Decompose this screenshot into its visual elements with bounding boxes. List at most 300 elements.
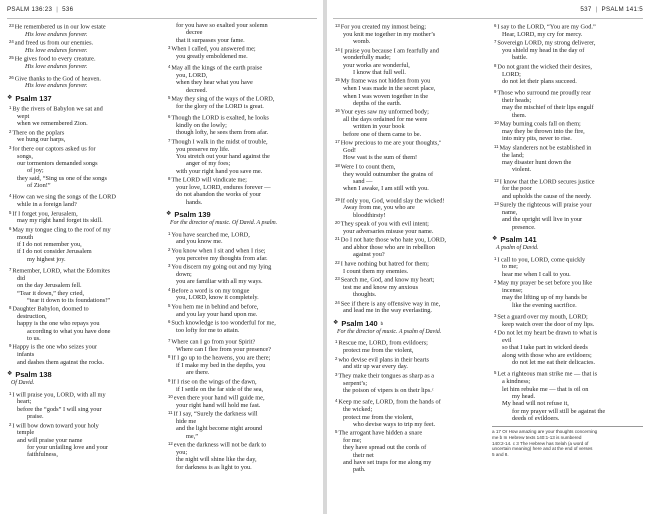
- verse-text: You discern my going out and my lying: [171, 263, 272, 271]
- verse-line: [7, 136, 158, 143]
- verse-line: [166, 79, 317, 86]
- verse-text: your love, LORD, endures forever —: [176, 183, 271, 191]
- verse-text: like the evening sacrifice.: [512, 301, 577, 309]
- verse-number: 5: [168, 95, 171, 101]
- verse-line: [7, 304, 158, 313]
- verse-text: for me;: [343, 437, 362, 445]
- verse-text: down;: [176, 270, 192, 278]
- verse-number: 19: [335, 196, 340, 202]
- verse: [7, 421, 158, 459]
- verse-line: [166, 122, 317, 129]
- verse-text: you perceive my thoughts from afar.: [176, 254, 268, 262]
- verse-line: [166, 153, 317, 160]
- diamond-icon: ❖: [7, 94, 13, 101]
- verse-line: [492, 200, 643, 209]
- verse-line: [333, 178, 484, 185]
- verse-line: [166, 29, 317, 36]
- verse-text: If only you, God, would slay the wicked!: [340, 197, 445, 205]
- verse: [333, 46, 484, 77]
- verse-line: [333, 22, 484, 31]
- verse-line: [492, 302, 643, 309]
- verse-number: 1: [168, 230, 171, 236]
- verse-line: [166, 393, 317, 402]
- verse-line: [333, 251, 484, 258]
- verse-line: [333, 397, 484, 406]
- verse-line: [7, 160, 158, 167]
- verse-line: [166, 418, 317, 425]
- verse: [7, 266, 158, 304]
- verse-text: You hem me in behind and before,: [171, 303, 259, 311]
- verse-line: [166, 44, 317, 53]
- verse-text: He gives food to every creature.: [14, 55, 96, 63]
- verse-line: [166, 63, 317, 72]
- verse-number: 2: [494, 279, 497, 285]
- verse-text: protect me from the violent,: [343, 347, 414, 355]
- verse-line: [166, 238, 317, 245]
- verse-line: [333, 85, 484, 92]
- verse-number: 4: [168, 64, 171, 70]
- verse-text: He remembered us in our low estate: [14, 23, 106, 31]
- verse-line: [333, 171, 484, 178]
- verse-text: If I go up to the heavens, you are there;: [171, 354, 271, 362]
- verse-text: may my right hand forget its skill.: [17, 217, 103, 225]
- verse-line: [166, 377, 317, 386]
- verse-line: [492, 119, 643, 128]
- verse-text: when I was woven together in the: [343, 92, 428, 100]
- verse-text: If I say, “Surely the darkness will: [173, 410, 258, 418]
- psalm-heading: [7, 371, 158, 378]
- verse-number: 4: [9, 193, 12, 199]
- psalm-title: Psalm 141: [500, 234, 537, 244]
- verse: [7, 192, 158, 208]
- verse-text: decreed.: [186, 86, 208, 94]
- verse-number: 10: [494, 120, 499, 126]
- verse-line: [333, 437, 484, 444]
- verse-text: kindly on the lowly;: [176, 122, 227, 130]
- verse-line: [166, 103, 317, 110]
- verse: [7, 104, 158, 128]
- verse-line: [492, 337, 643, 344]
- verse-text: songs,: [17, 152, 33, 160]
- verse-line: [7, 359, 158, 366]
- verse-line: [7, 351, 158, 358]
- verse-text: Do not grant the wicked their desires,: [497, 63, 592, 71]
- verse-number: 9: [9, 343, 12, 349]
- verse-text: they said, “Sing us one of the songs: [17, 174, 107, 182]
- verse-line: [7, 256, 158, 263]
- verse-line: [166, 22, 317, 29]
- verse-line: [333, 228, 484, 235]
- verse-text: do not let their plans succeed.: [502, 77, 577, 85]
- verse-line: [166, 386, 317, 393]
- verse-text: may disaster hunt down the: [502, 158, 572, 166]
- verse: [7, 225, 158, 263]
- verse: [333, 371, 484, 395]
- verse: [492, 119, 643, 143]
- verse-number: 6: [494, 23, 497, 28]
- verse-text: may they be thrown into the fire,: [502, 127, 585, 135]
- verse: [333, 259, 484, 275]
- verse-number: 1: [335, 339, 338, 345]
- verse-line: [333, 444, 484, 451]
- superscription: Of David.: [11, 380, 35, 387]
- verse-line: [333, 219, 484, 228]
- psalm-heading: [7, 95, 158, 102]
- verse: [492, 88, 643, 119]
- verse: [166, 353, 317, 377]
- verse-line: [492, 312, 643, 321]
- verse-number: 23: [9, 23, 14, 28]
- verse-text: May my tongue cling to the roof of my: [12, 226, 111, 234]
- verse: [333, 275, 484, 299]
- verse-number: 4: [494, 329, 497, 335]
- verse-text: according to what you have done: [27, 327, 111, 335]
- verse-line: [492, 321, 643, 328]
- verse-line: [492, 78, 643, 85]
- verse-line: [333, 244, 484, 251]
- verse-line: [333, 414, 484, 421]
- verse-text: I have nothing but hatred for them;: [340, 260, 429, 268]
- verse-number: 13: [335, 23, 340, 28]
- verse-text: we hung our harps,: [17, 136, 66, 144]
- verse-line: [333, 76, 484, 85]
- verse: [492, 22, 643, 38]
- verse: [166, 230, 317, 246]
- verse-text: I will bow down toward your holy: [12, 422, 99, 429]
- verse-line: [333, 338, 484, 347]
- verse-line: [333, 355, 484, 364]
- verse: [7, 38, 158, 54]
- verse-line: [492, 216, 643, 223]
- verse-text: Though I walk in the midst of trouble,: [171, 138, 268, 146]
- verse-line: [7, 225, 158, 234]
- superscription: A psalm of David.: [496, 245, 539, 252]
- verse: [492, 369, 643, 422]
- verse-line: [492, 393, 643, 400]
- verse-text: along with those who are evildoers;: [502, 351, 592, 359]
- verse-line: [333, 123, 484, 130]
- verse: [492, 278, 643, 309]
- verse-text: the poison of vipers is on their lips.ᶜ: [343, 386, 434, 394]
- verse: [7, 342, 158, 366]
- verse-line: [492, 177, 643, 186]
- verse-text: of Zion!”: [27, 182, 51, 190]
- superscription: For the director of music. Of David. A psalm.: [170, 220, 278, 227]
- verse-text: even the darkness will not be dark to: [173, 441, 267, 449]
- verse-line: [492, 193, 643, 200]
- verse: [166, 393, 317, 409]
- verse-number: 24: [9, 39, 14, 45]
- running-head-separator: |: [595, 6, 598, 13]
- verse-text: Search me, God, and know my heart;: [340, 276, 435, 284]
- verse-line: [333, 371, 484, 380]
- verse-line: [7, 192, 158, 201]
- verse-number: 8: [9, 305, 12, 311]
- verse-number: 10: [168, 393, 173, 399]
- verse-number: 8: [168, 354, 171, 360]
- verse: [166, 246, 317, 262]
- verse-line: [7, 201, 158, 208]
- verse-text: into miry pits, never to rise.: [502, 135, 572, 143]
- verse-number: 3: [168, 45, 171, 51]
- psalm-title: Psalm 137: [15, 93, 52, 103]
- verse: [333, 196, 484, 220]
- verse-text: who devise ways to trip my feet.: [353, 420, 436, 428]
- psalm-title: Psalm 139: [174, 209, 211, 219]
- verse-line: [333, 347, 484, 354]
- verse-text: See if there is any offensive way in me,: [340, 300, 441, 308]
- verse-number: 5: [9, 209, 12, 215]
- verse-line: [333, 363, 484, 370]
- verse-line: [7, 297, 158, 304]
- verse-text: so that I take part in wicked deeds: [502, 344, 588, 352]
- verse-number: 13: [494, 201, 499, 207]
- verse-text: to us.: [27, 335, 41, 343]
- verse-line: [333, 466, 484, 473]
- verse-text: your right hand will hold me fast.: [176, 401, 261, 409]
- verse-line: [7, 437, 158, 444]
- verse-line: [7, 47, 158, 54]
- verse-line: [7, 266, 158, 275]
- verse-number: 8: [168, 176, 171, 182]
- verse-line: [333, 147, 484, 154]
- verse-line: [166, 255, 317, 262]
- verse-text: infants: [17, 351, 35, 359]
- verse-text: you, LORD,: [176, 72, 208, 80]
- verse-text: my head.: [512, 392, 536, 400]
- verse-text: I say to the LORD, “You are my God.”: [497, 23, 596, 31]
- verse: [492, 200, 643, 231]
- verse-line: [333, 154, 484, 161]
- verse: [333, 299, 484, 315]
- verse-number: 25: [9, 55, 14, 61]
- verse-number: 3: [9, 144, 12, 150]
- verse-number: 3: [494, 313, 497, 319]
- verse-text: did: [17, 274, 26, 282]
- verse-text: wept: [17, 112, 30, 120]
- verse-text: though lofty, he sees them from afar.: [176, 129, 269, 137]
- verse-text: may the lifting up of my hands be: [502, 294, 588, 302]
- verse-line: [7, 22, 158, 31]
- verse-line: [166, 113, 317, 122]
- verse-text: happy is the one who repays you: [17, 320, 100, 328]
- verse-line: [7, 429, 158, 436]
- verse-text: who devise evil plans in their hearts: [338, 356, 429, 364]
- verse-line: [7, 421, 158, 430]
- verse: [492, 38, 643, 62]
- verse-text: You stretch out your hand against the: [176, 153, 270, 160]
- verse-line: [492, 47, 643, 54]
- text-column: [7, 22, 158, 514]
- verse-text: You know when I sit and when I rise;: [171, 247, 266, 255]
- verse-text: all the days ordained for me were: [343, 116, 428, 124]
- verse-text: and lead me in the way everlasting.: [343, 307, 432, 315]
- verse-text: the wicked;: [343, 406, 373, 414]
- verse-number: 16: [335, 108, 340, 114]
- verse-line: [166, 353, 317, 362]
- verse-text: hear me when I call to you.: [502, 270, 571, 278]
- verse-line: [7, 406, 158, 413]
- verse-line: [333, 284, 484, 291]
- verse-text: wonderfully made;: [343, 54, 391, 62]
- verse-line: [333, 275, 484, 284]
- verse-line: [333, 185, 484, 192]
- verse-line: [333, 204, 484, 211]
- verse-text: and stir up war every day.: [343, 363, 408, 371]
- verse-text: Where can I flee from your presence?: [176, 345, 272, 353]
- verse-line: [492, 31, 643, 38]
- verse-line: [7, 54, 158, 63]
- verse-text: I count them my enemies.: [343, 267, 409, 275]
- verse-line: [492, 88, 643, 97]
- text-column: [333, 22, 484, 514]
- footnote-marker: b: [380, 320, 384, 326]
- verse-text: battle.: [512, 54, 528, 62]
- verse: [492, 143, 643, 174]
- verse-line: [166, 302, 317, 311]
- verse-text: violent.: [512, 166, 532, 174]
- verse-text: decree: [186, 29, 203, 37]
- verse-line: [166, 94, 317, 103]
- verse-text: I call to you, LORD, come quickly: [497, 256, 586, 264]
- verse-line: [7, 248, 158, 255]
- page-number: 536: [62, 6, 74, 13]
- verse-line: [166, 346, 317, 353]
- verse-line: [492, 378, 643, 385]
- verse-text: before one of them came to be.: [343, 130, 422, 138]
- verse-line: [492, 185, 643, 192]
- verse-line: [492, 369, 643, 378]
- verse-text: you shield my head in the day of: [502, 47, 585, 55]
- verse-text: His love endures forever.: [25, 82, 88, 90]
- verse-line: [7, 328, 158, 335]
- verse-number: 7: [168, 338, 171, 344]
- verse-text: keep watch over the door of my lips.: [502, 320, 595, 328]
- verse-text: let him rebuke me — that is oil on: [502, 385, 589, 393]
- footnote-line: 5 and 8.: [492, 451, 509, 457]
- verse-text: Rescue me, LORD, from evildoers;: [338, 339, 428, 347]
- verse-line: [492, 255, 643, 264]
- verse-line: [166, 175, 317, 184]
- verse-line: [492, 294, 643, 301]
- verse-line: [7, 175, 158, 182]
- verse-line: [333, 38, 484, 45]
- verse-line: [166, 409, 317, 418]
- verse-text: By the rivers of Babylon we sat and: [12, 105, 103, 113]
- running-head-separator: |: [56, 6, 59, 13]
- verse: [166, 94, 317, 110]
- verse-text: with your right hand you save me.: [176, 167, 263, 175]
- verse-text: and will praise your name: [17, 436, 83, 444]
- verse-line: [333, 387, 484, 394]
- verse-line: [166, 262, 317, 271]
- running-head-ref: PSALM 136:23: [7, 6, 53, 13]
- verse-text: your works are wonderful,: [343, 61, 410, 69]
- verse-text: the night will shine like the day,: [176, 456, 257, 464]
- verse-text: and you lay your hand upon me.: [176, 310, 258, 318]
- verse-line: [166, 440, 317, 449]
- verse-text: for the poor: [502, 185, 532, 193]
- verse-text: if I settle on the far side of the sea,: [176, 385, 264, 393]
- verse-number: 2: [9, 128, 12, 134]
- verse-number: 8: [494, 62, 497, 68]
- verse-line: [7, 313, 158, 320]
- verse-line: [333, 299, 484, 308]
- verse-line: [7, 120, 158, 127]
- verse-text: Where can I go from your Spirit?: [171, 338, 256, 346]
- verse-text: depths of the earth.: [353, 99, 402, 107]
- verse-line: [333, 380, 484, 387]
- verse-line: [7, 234, 158, 241]
- diamond-icon: ❖: [492, 235, 498, 242]
- verse-line: [492, 400, 643, 407]
- running-head: [333, 6, 643, 19]
- verse-text: their heads;: [502, 97, 532, 105]
- verse-line: [166, 146, 317, 153]
- diamond-icon: ❖: [333, 319, 339, 326]
- verse-number: 7: [168, 137, 171, 143]
- verse-line: [166, 199, 317, 206]
- verse: [333, 22, 484, 46]
- verse-text: His love endures forever.: [25, 30, 88, 38]
- verse-text: The LORD will vindicate me;: [171, 176, 247, 184]
- verse-text: Those who surround me proudly rear: [497, 89, 591, 97]
- verse-line: [492, 209, 643, 216]
- verse-text: How precious to me are your thoughts,ª: [340, 139, 441, 147]
- verse-number: 15: [335, 77, 340, 83]
- footnote-line: a 17 Or How amazing are your thoughts concerning: [492, 429, 598, 435]
- verse-text: How vast is the sum of them!: [343, 154, 418, 162]
- verse-line: [492, 224, 643, 231]
- verse-text: praise.: [27, 413, 44, 421]
- verse-text: and freed us from our enemies.: [14, 39, 94, 47]
- verse-line: [492, 54, 643, 61]
- verse-line: [333, 69, 484, 76]
- verse-line: [7, 38, 158, 47]
- verse-line: [7, 451, 158, 458]
- verse-text: heart;: [17, 398, 32, 406]
- verse-line: [492, 159, 643, 166]
- verse-line: [492, 22, 643, 31]
- verse-line: [333, 259, 484, 268]
- verse: [166, 440, 317, 471]
- verse-number: 11: [168, 410, 173, 416]
- verse-line: [7, 390, 158, 399]
- verse-text: Keep me safe, LORD, from the hands of: [338, 398, 441, 406]
- columns: [7, 22, 317, 514]
- verse-line: [492, 38, 643, 47]
- verse-number: 6: [168, 318, 171, 324]
- verse: [333, 138, 484, 162]
- verse: [7, 304, 158, 342]
- verse-text: them.: [512, 111, 527, 119]
- verse-text: evil: [502, 337, 512, 345]
- verse-line: [166, 72, 317, 79]
- verse-text: for the glory of the LORD is great.: [176, 102, 264, 110]
- psalm-title: Psalm 138: [15, 369, 52, 379]
- verse-text: I know that full well.: [353, 69, 406, 77]
- verse-line: [492, 287, 643, 294]
- verse-text: Surely the righteous will praise your: [499, 201, 592, 209]
- verse: [7, 22, 158, 38]
- verse-text: when they hear what you have: [176, 79, 253, 87]
- left-page: [0, 0, 323, 514]
- verse-line: [333, 46, 484, 55]
- verse-line: [166, 449, 317, 456]
- verse-line: [492, 415, 643, 422]
- verse-text: anger of my foes;: [186, 160, 231, 168]
- verse-text: you preserve my life.: [176, 145, 230, 153]
